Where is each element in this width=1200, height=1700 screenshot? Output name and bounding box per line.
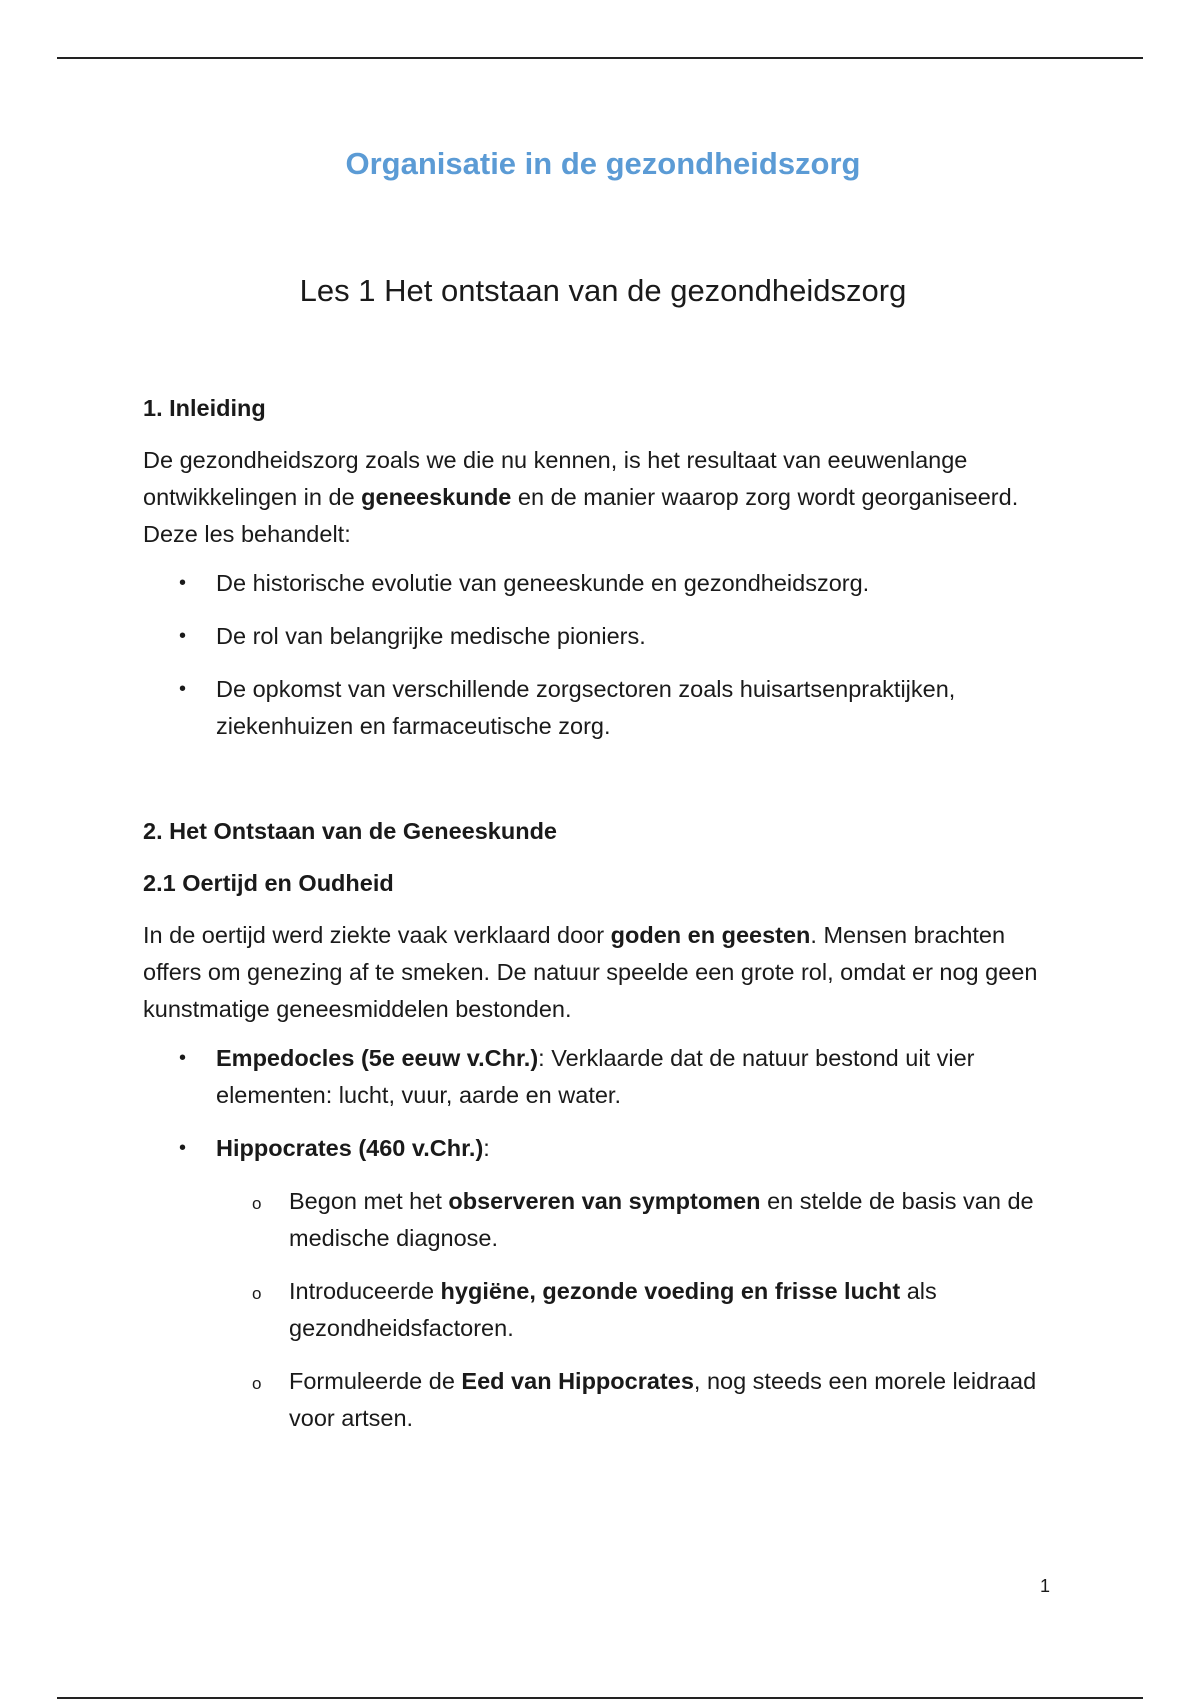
sub-text-1: Introduceerde — [289, 1278, 441, 1304]
sub-text-2: , nog steeds een morele leidraad voor artsen. — [289, 1368, 1037, 1431]
sub-text-1: Formuleerde de — [289, 1368, 462, 1394]
intro-text-1: De gezondheidszorg zoals we die nu kennen, is het resultaat van eeuwenlange ontwikkelingen in de — [143, 447, 968, 510]
intro-bullet-list — [143, 565, 1063, 745]
footer-rule — [57, 1697, 1143, 1699]
list-item-text: De rol van belangrijke medische pioniers. — [216, 623, 646, 649]
oudheid-text-1: In de oertijd werd ziekte vaak verklaard door — [143, 922, 611, 948]
sub-bullet-icon: o — [252, 1374, 262, 1393]
empedocles-label: Empedocles (5e eeuw v.Chr.) — [216, 1045, 539, 1071]
list-item-text: De opkomst van verschillende zorgsectoren zoals huisartsenpraktijken, ziekenhuizen en farmaceutische zorg. — [216, 676, 956, 739]
intro-text-2: en de manier waarop zorg wordt georganiseerd. Deze les behandelt: — [143, 484, 1019, 547]
bullet-icon: • — [179, 1137, 187, 1159]
lesson-subtitle: Les 1 Het ontstaan van de gezondheidszorg — [299, 273, 907, 308]
hippocrates-text: : — [483, 1135, 490, 1161]
list-item-empedocles — [179, 1040, 1063, 1114]
bullet-icon: • — [179, 1047, 187, 1069]
bullet-icon: • — [179, 625, 187, 647]
sub-bullet-icon: o — [252, 1194, 262, 1213]
section-heading-inleiding: 1. Inleiding — [143, 395, 266, 421]
header-rule — [57, 57, 1143, 59]
list-item-text: De historische evolutie van geneeskunde en gezondheidszorg. — [216, 570, 870, 596]
sub-bold: Eed van Hippocrates — [461, 1368, 694, 1394]
sub-text-2: en stelde de basis van de medische diagnose. — [289, 1188, 1034, 1251]
sub-bullet-icon: o — [252, 1284, 262, 1303]
bullet-icon: • — [179, 572, 187, 594]
oudheid-bold-goden: goden en geesten — [610, 922, 811, 948]
list-item-hippocrates — [179, 1130, 1063, 1437]
subsection-heading-oudheid: 2.1 Oertijd en Oudheid — [143, 870, 394, 896]
empedocles-text: : Verklaarde dat de natuur bestond uit vier elementen: lucht, vuur, aarde en water. — [216, 1045, 975, 1108]
list-item — [179, 565, 1063, 602]
document-flow — [143, 390, 1063, 1453]
sub-text-1: Begon met het — [289, 1188, 449, 1214]
list-item — [179, 618, 1063, 655]
hippocrates-label: Hippocrates (460 v.Chr.) — [216, 1135, 484, 1161]
sub-list-item — [252, 1183, 1063, 1257]
sub-list-item — [252, 1273, 1063, 1347]
pioneer-bullet-list — [143, 1040, 1063, 1437]
sub-bold: observeren van symptomen — [448, 1188, 761, 1214]
intro-paragraph — [143, 442, 1063, 553]
sub-text-2: als gezondheidsfactoren. — [289, 1278, 937, 1341]
bullet-icon: • — [179, 678, 187, 700]
page-number: 1 — [1040, 1576, 1051, 1596]
document-title: Organisatie in de gezondheidszorg — [345, 146, 861, 181]
hippocrates-sub-list — [216, 1183, 1063, 1437]
list-item — [179, 671, 1063, 745]
oudheid-text-2: . Mensen brachten offers om genezing af te smeken. De natuur speelde een grote rol, omdat er nog geen kunstmatige geneesmiddelen bestonden. — [143, 922, 1038, 1022]
oudheid-paragraph — [143, 917, 1063, 1028]
sub-list-item — [252, 1363, 1063, 1437]
intro-bold-geneeskunde: geneeskunde — [361, 484, 512, 510]
section-heading-geneeskunde: 2. Het Ontstaan van de Geneeskunde — [143, 818, 557, 844]
section-spacer — [143, 761, 1063, 813]
sub-bold: hygiëne, gezonde voeding en frisse lucht — [440, 1278, 901, 1304]
